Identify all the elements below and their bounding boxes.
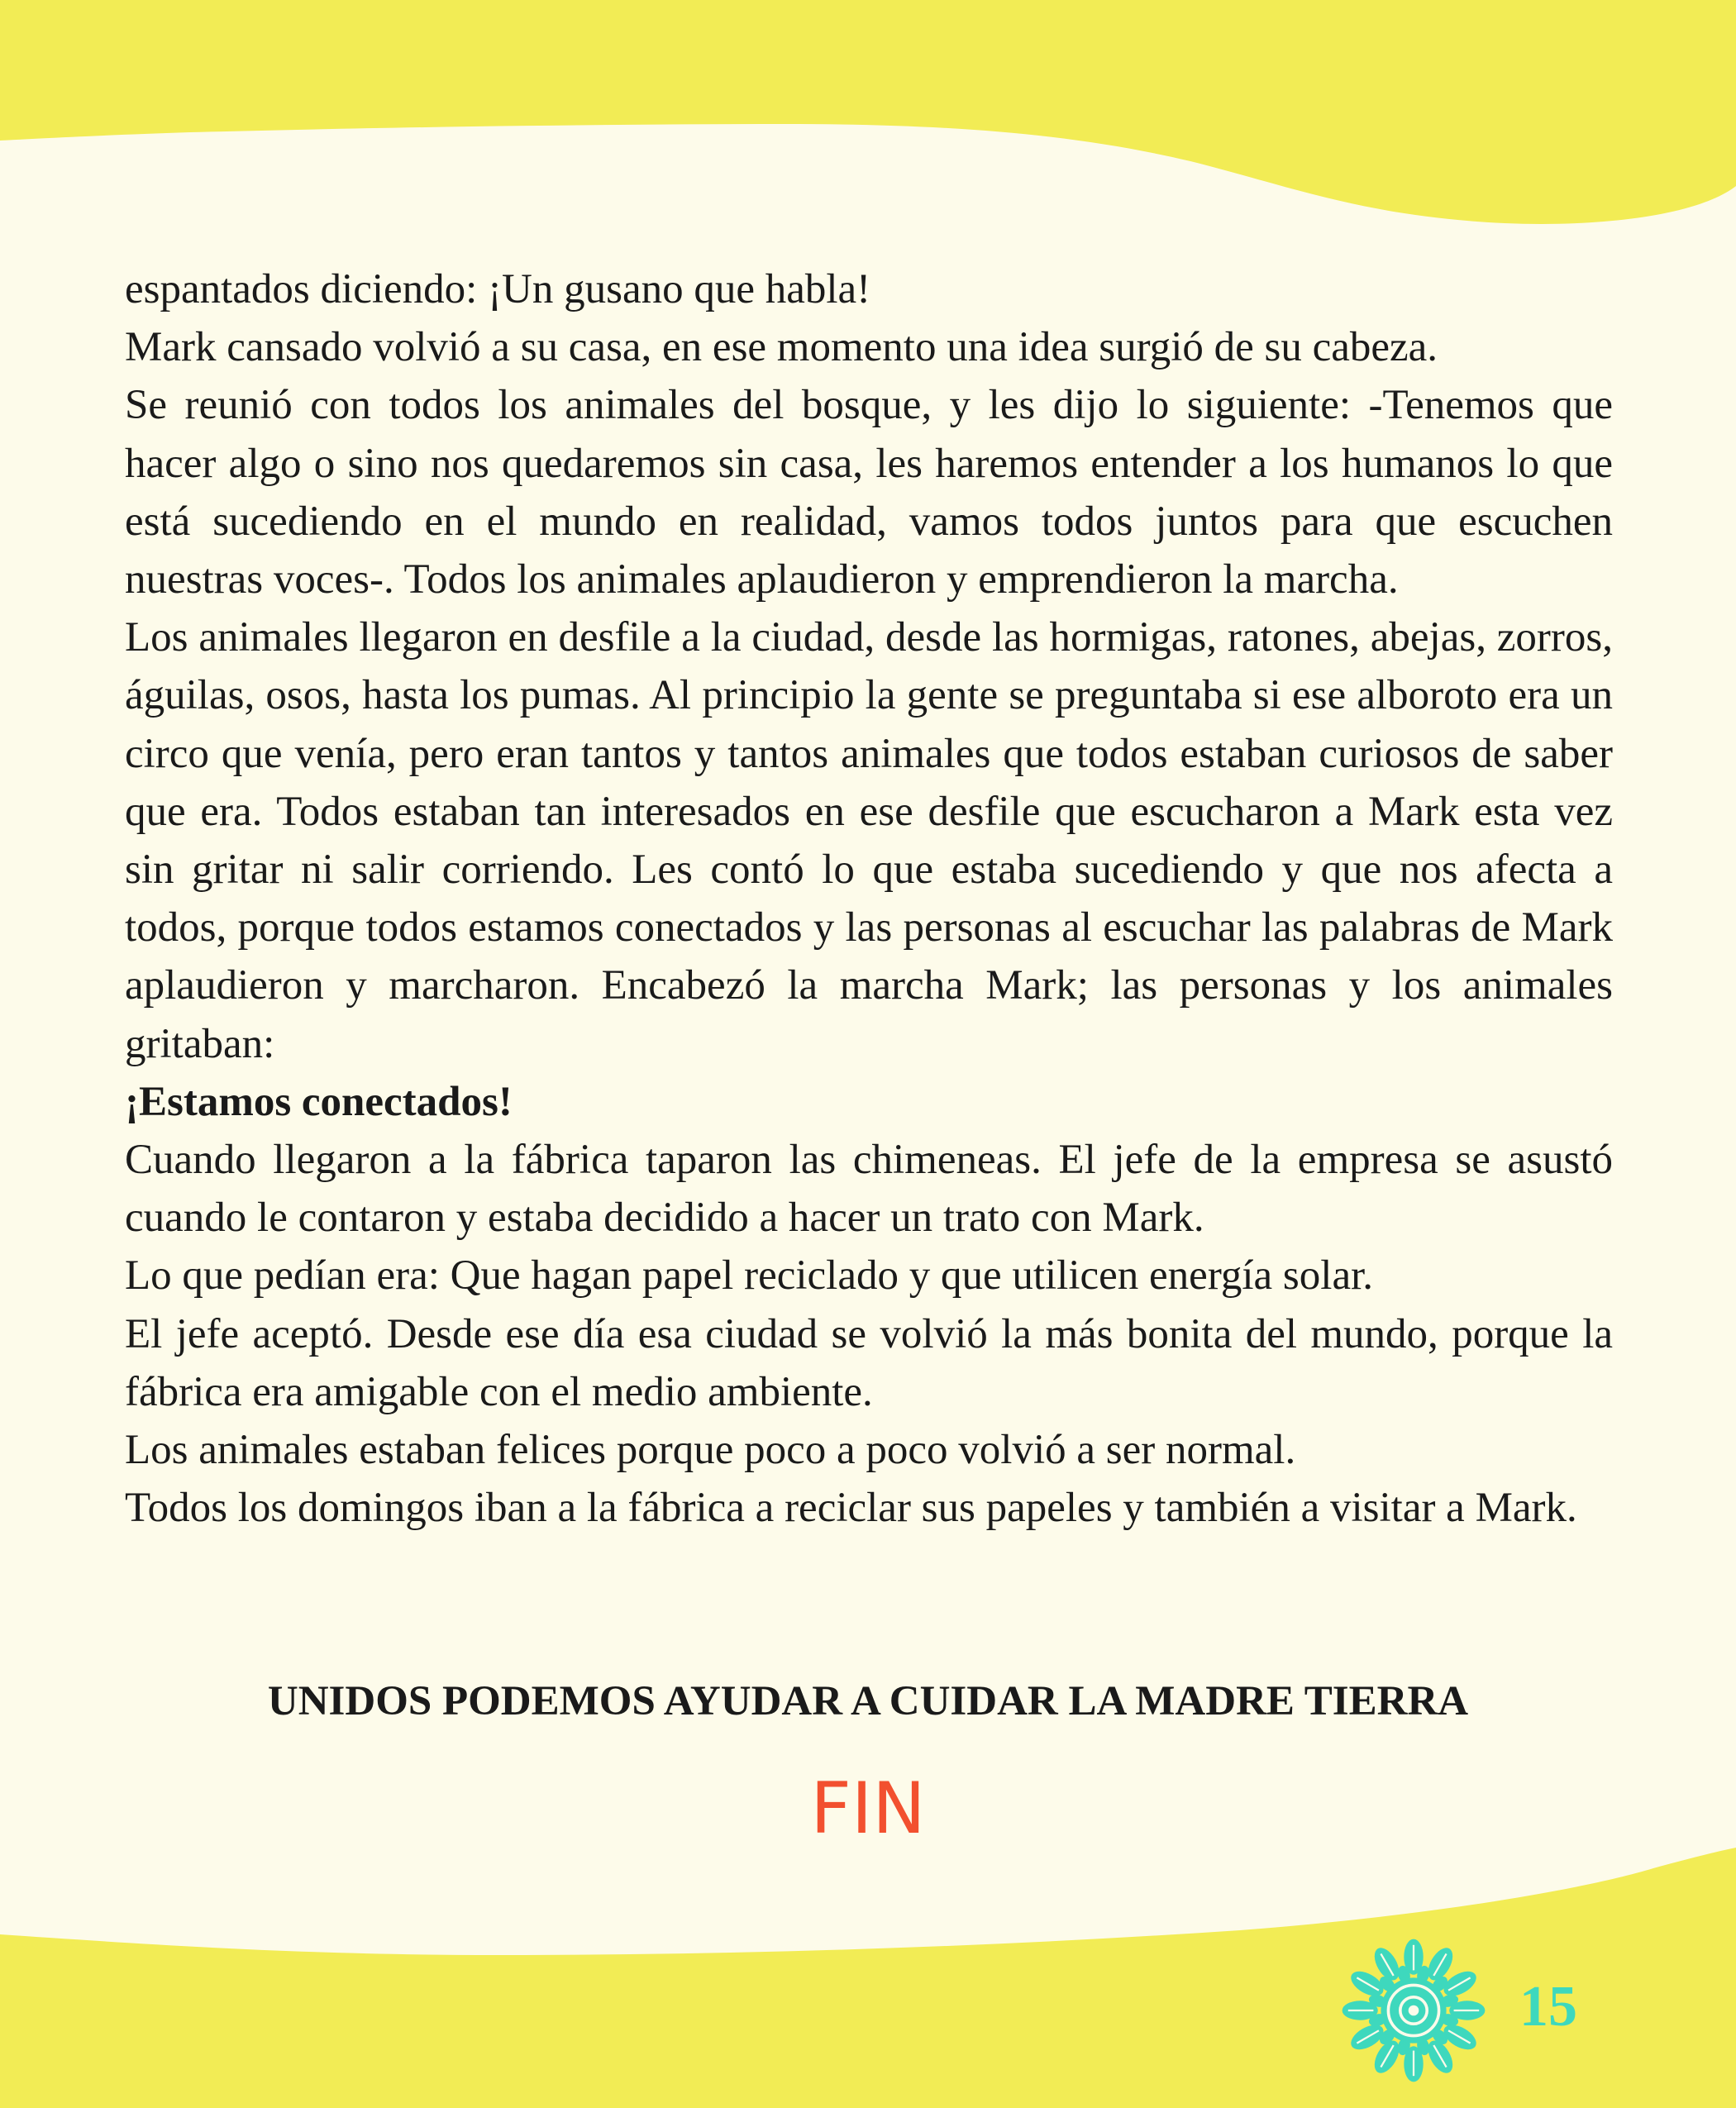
top-yellow-wave — [0, 0, 1736, 224]
paragraph-8: El jefe aceptó. Desde ese día esa ciudad se volvió la más bonita del mundo, porque la fábrica era amigable con el medio ambiente. — [125, 1310, 1613, 1415]
paragraph-6: Cuando llegaron a la fábrica taparon las chimeneas. El jefe de la empresa se asustó cuando le contaron y estaba decidido a hacer un trato con Mark. — [125, 1137, 1613, 1242]
paragraph-9: Los animales estaban felices porque poco a poco volvió a ser normal. — [125, 1427, 1296, 1474]
paragraph-7: Lo que pedían era: Que hagan papel reciclado y que utilicen energía solar. — [125, 1252, 1374, 1300]
paragraph-1: espantados diciendo: ¡Un gusano que habla! — [125, 266, 871, 312]
closing-slogan: UNIDOS PODEMOS AYUDAR A CUIDAR LA MADRE TIERRA — [267, 1678, 1469, 1724]
paragraph-10: Todos los domingos iban a la fábrica a reciclar sus papeles y también a visitar a Mark. — [125, 1485, 1577, 1532]
paragraph-2: Mark cansado volvió a su casa, en ese momento una idea surgió de su cabeza. — [125, 324, 1438, 371]
mandala-flower-icon — [1339, 1936, 1488, 2085]
paragraph-4: Los animales llegaron en desfile a la ciudad, desde las hormigas, ratones, abejas, zorros, águilas, osos, hasta los pumas. Al principio la gente se preguntaba si ese alboroto era un circo que venía, pero eran tantos y tantos animales que todos estaban curiosos de saber que era. Todos estaban tan interesados en ese desfile que escucharon a Mark esta vez sin gritar ni salir corriendo. Les contó lo que estaba sucediendo y que nos afecta a todos, porque todos estamos conectados y las personas al escuchar las palabras de Mark aplaudieron y marcharon. Encabezó la marcha Mark; las personas y los animales gritaban: — [125, 614, 1613, 1067]
paragraph-5-exclamation: ¡Estamos conectados! — [125, 1078, 513, 1125]
page-number: 15 — [1519, 1975, 1577, 2039]
story-text — [125, 260, 1613, 1537]
the-end-label: FIN — [810, 1767, 926, 1850]
paragraph-3: Se reunió con todos los animales del bosque, y les dijo lo siguiente: -Tenemos que hacer algo o sino nos quedaremos sin casa, les haremos entender a los humanos lo que está sucediendo en el mundo en realidad, vamos todos juntos para que escuchen nuestras voces-. Todos los animales aplaudieron y emprendieron la marcha. — [125, 382, 1613, 603]
